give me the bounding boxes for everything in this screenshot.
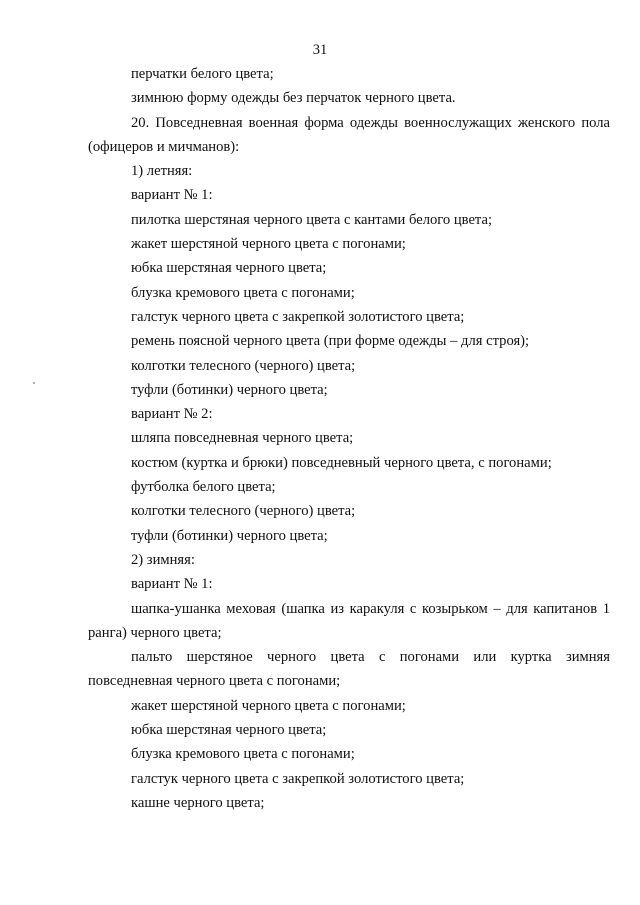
paragraph: костюм (куртка и брюки) повседневный черного цвета, с погонами; — [131, 454, 552, 471]
paragraph: колготки телесного (черного) цвета; — [131, 503, 356, 520]
paragraph: 2) зимняя: — [131, 551, 195, 568]
paragraph: юбка шерстяная черного цвета; — [131, 722, 327, 739]
paragraph: зимнюю форму одежды без перчаток черного цвета. — [131, 90, 456, 107]
document-body — [88, 62, 610, 815]
paragraph: жакет шерстяной черного цвета с погонами; — [131, 236, 406, 253]
paragraph: 20. Повседневная военная форма одежды военнослужащих женского пола (офицеров и мичманов): — [88, 114, 610, 155]
paragraph: вариант № 1: — [131, 576, 213, 593]
paragraph: вариант № 1: — [131, 187, 213, 204]
paragraph: блузка кремового цвета с погонами; — [131, 746, 355, 763]
paragraph: шапка-ушанка меховая (шапка из каракуля с козырьком – для капитанов 1 ранга) черного цвета; — [88, 600, 610, 641]
paragraph: туфли (ботинки) черного цвета; — [131, 381, 328, 398]
scan-speck — [33, 382, 35, 384]
paragraph: колготки телесного (черного) цвета; — [131, 357, 356, 374]
paragraph: футболка белого цвета; — [131, 479, 276, 496]
paragraph: галстук черного цвета с закрепкой золотистого цвета; — [131, 770, 465, 787]
paragraph: пальто шерстяное черного цвета с погонами или куртка зимняя повседневная черного цвета с погонами; — [88, 649, 610, 690]
paragraph: шляпа повседневная черного цвета; — [131, 430, 354, 447]
paragraph: галстук черного цвета с закрепкой золотистого цвета; — [131, 308, 465, 325]
paragraph: юбка шерстяная черного цвета; — [131, 260, 327, 277]
paragraph: 1) летняя: — [131, 163, 193, 180]
paragraph: пилотка шерстяная черного цвета с кантами белого цвета; — [131, 211, 493, 228]
paragraph: перчатки белого цвета; — [131, 66, 274, 82]
paragraph: жакет шерстяной черного цвета с погонами; — [131, 697, 406, 714]
page-number: 31 — [312, 42, 328, 58]
paragraph: ремень поясной черного цвета (при форме одежды – для строя); — [131, 333, 530, 350]
paragraph: блузка кремового цвета с погонами; — [131, 284, 355, 301]
paragraph: кашне черного цвета; — [131, 794, 265, 811]
paragraph: вариант № 2: — [131, 406, 213, 423]
paragraph: туфли (ботинки) черного цвета; — [131, 527, 328, 544]
